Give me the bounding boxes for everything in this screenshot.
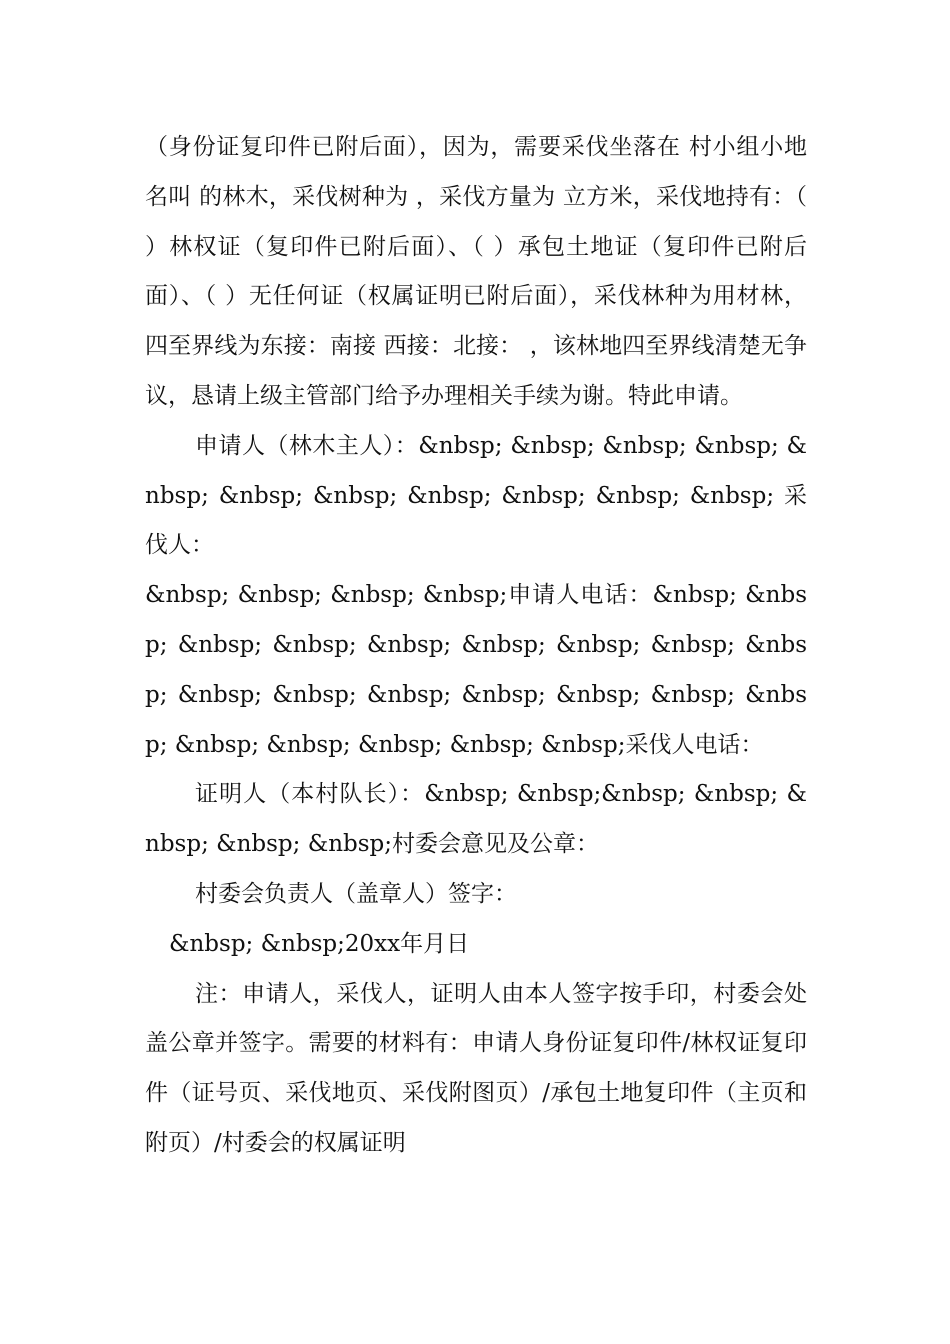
witness-line: 证明人（本村队长）：&nbsp; &nbsp;&nbsp; &nbsp; &nbsp; &nbsp; &nbsp;村委会意见及公章： <box>145 781 807 858</box>
document-body <box>145 123 807 1169</box>
applicant-signature-line: 申请人（林木主人）：&nbsp; &nbsp; &nbsp; &nbsp; &nbsp; &nbsp; &nbsp; &nbsp; &nbsp; &nbsp; &nbsp; 采伐人： <box>145 432 807 559</box>
phone-line: &nbsp; &nbsp; &nbsp; &nbsp;申请人电话：&nbsp; &nbsp; &nbsp; &nbsp; &nbsp; &nbsp; &nbsp; &nbsp; &nbsp; &nbsp; &nbsp; &nbsp; &nbsp; &nbsp; &nbsp; &nbsp; &nbsp; &nbsp; &nbsp; &nbsp; &nbsp;采伐人电话： <box>145 582 807 758</box>
application-paragraph: （身份证复印件已附后面），因为，需要采伐坐落在 村小组小地名叫 的林木，采伐树种为 ，采伐方量为 立方米，采伐地持有：（ ）林权证（复印件已附后面）、（ ）承包土地证（复印件已附后面）、（ ）无任何证（权属证明已附后面），采伐林种为用材林，四至界线为东接：南接 西接：北接： ，该林地四至界线清楚无争议，恳请上级主管部门给予办理相关手续为谢。特此申请。 <box>145 134 807 409</box>
committee-signature-line: 村委会负责人（盖章人）签字： <box>195 880 517 907</box>
note-paragraph: 注：申请人，采伐人，证明人由本人签字按手印，村委会处盖公章并签字。需要的材料有：申请人身份证复印件/林权证复印件（证号页、采伐地页、采伐附图页）/承包土地复印件（主页和附页）/村委会的权属证明 <box>145 980 807 1156</box>
date-line: &nbsp; &nbsp;20xx年月日 <box>169 930 470 957</box>
